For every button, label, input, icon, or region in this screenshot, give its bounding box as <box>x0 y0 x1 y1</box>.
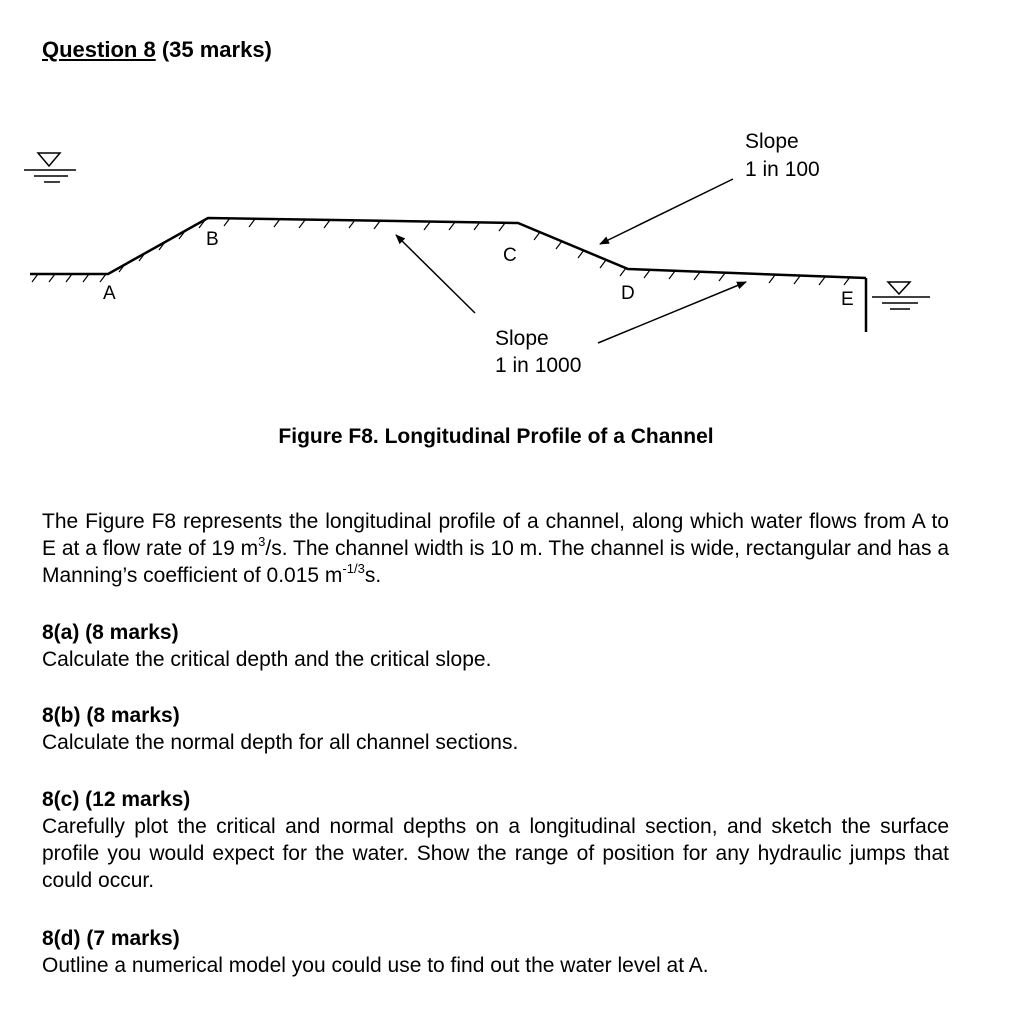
part-b-heading: 8(b) (8 marks) <box>42 704 180 727</box>
figure-caption: Figure F8. Longitudinal Profile of a Channel <box>278 425 714 448</box>
label-c: C <box>503 245 517 266</box>
part-b-text: Calculate the normal depth for all channel sections. <box>42 731 519 754</box>
intro-text-1: The Figure F8 represents the longitudinal profile of a channel, along which water flows from A to E at a flow rate of 19 m <box>42 510 949 560</box>
part-d <box>42 925 949 979</box>
intro-paragraph <box>42 508 949 589</box>
channel-bed-line <box>30 218 866 278</box>
label-b: B <box>206 229 219 250</box>
label-e: E <box>841 289 854 310</box>
intro-sup-1: 3 <box>258 534 266 549</box>
part-d-heading: 8(d) (7 marks) <box>42 927 180 950</box>
part-c-text: Carefully plot the critical and normal depths on a longitudinal section, and sketch the surface profile you would expect for the water. Show the range of position for any hydraulic jumps that could occur. <box>42 815 949 892</box>
slope-bottom-line2: 1 in 1000 <box>495 354 582 377</box>
part-c <box>42 786 949 894</box>
part-d-text: Outline a numerical model you could use to find out the water level at A. <box>42 954 709 977</box>
question-title <box>42 37 272 63</box>
part-a <box>42 619 949 673</box>
question-number: Question 8 <box>42 37 156 62</box>
intro-text-3: s. <box>364 564 382 587</box>
part-a-text: Calculate the critical depth and the critical slope. <box>42 648 492 671</box>
part-b <box>42 702 949 756</box>
intro-sup-2: -1/3 <box>342 561 365 576</box>
label-d: D <box>621 283 635 304</box>
water-level-symbol-right <box>872 282 930 309</box>
label-a: A <box>103 283 116 304</box>
bed-hatching <box>32 218 850 285</box>
water-level-symbol-left <box>24 153 76 182</box>
arrow-slope-mild-bc <box>396 235 475 313</box>
slope-top-line1: Slope <box>745 130 799 153</box>
part-c-heading: 8(c) (12 marks) <box>42 788 191 811</box>
intro-text-2: /s. The channel width is 10 m. The channel is wide, rectangular and has a Manning’s coefficient of 0.015 m <box>42 537 950 587</box>
arrow-slope-steep <box>600 179 733 244</box>
slope-bottom-line1: Slope <box>495 327 549 350</box>
question-marks: (35 marks) <box>161 37 272 62</box>
slope-top-line2: 1 in 100 <box>745 158 820 181</box>
part-a-heading: 8(a) (8 marks) <box>42 621 179 644</box>
channel-profile-figure <box>0 100 1024 400</box>
